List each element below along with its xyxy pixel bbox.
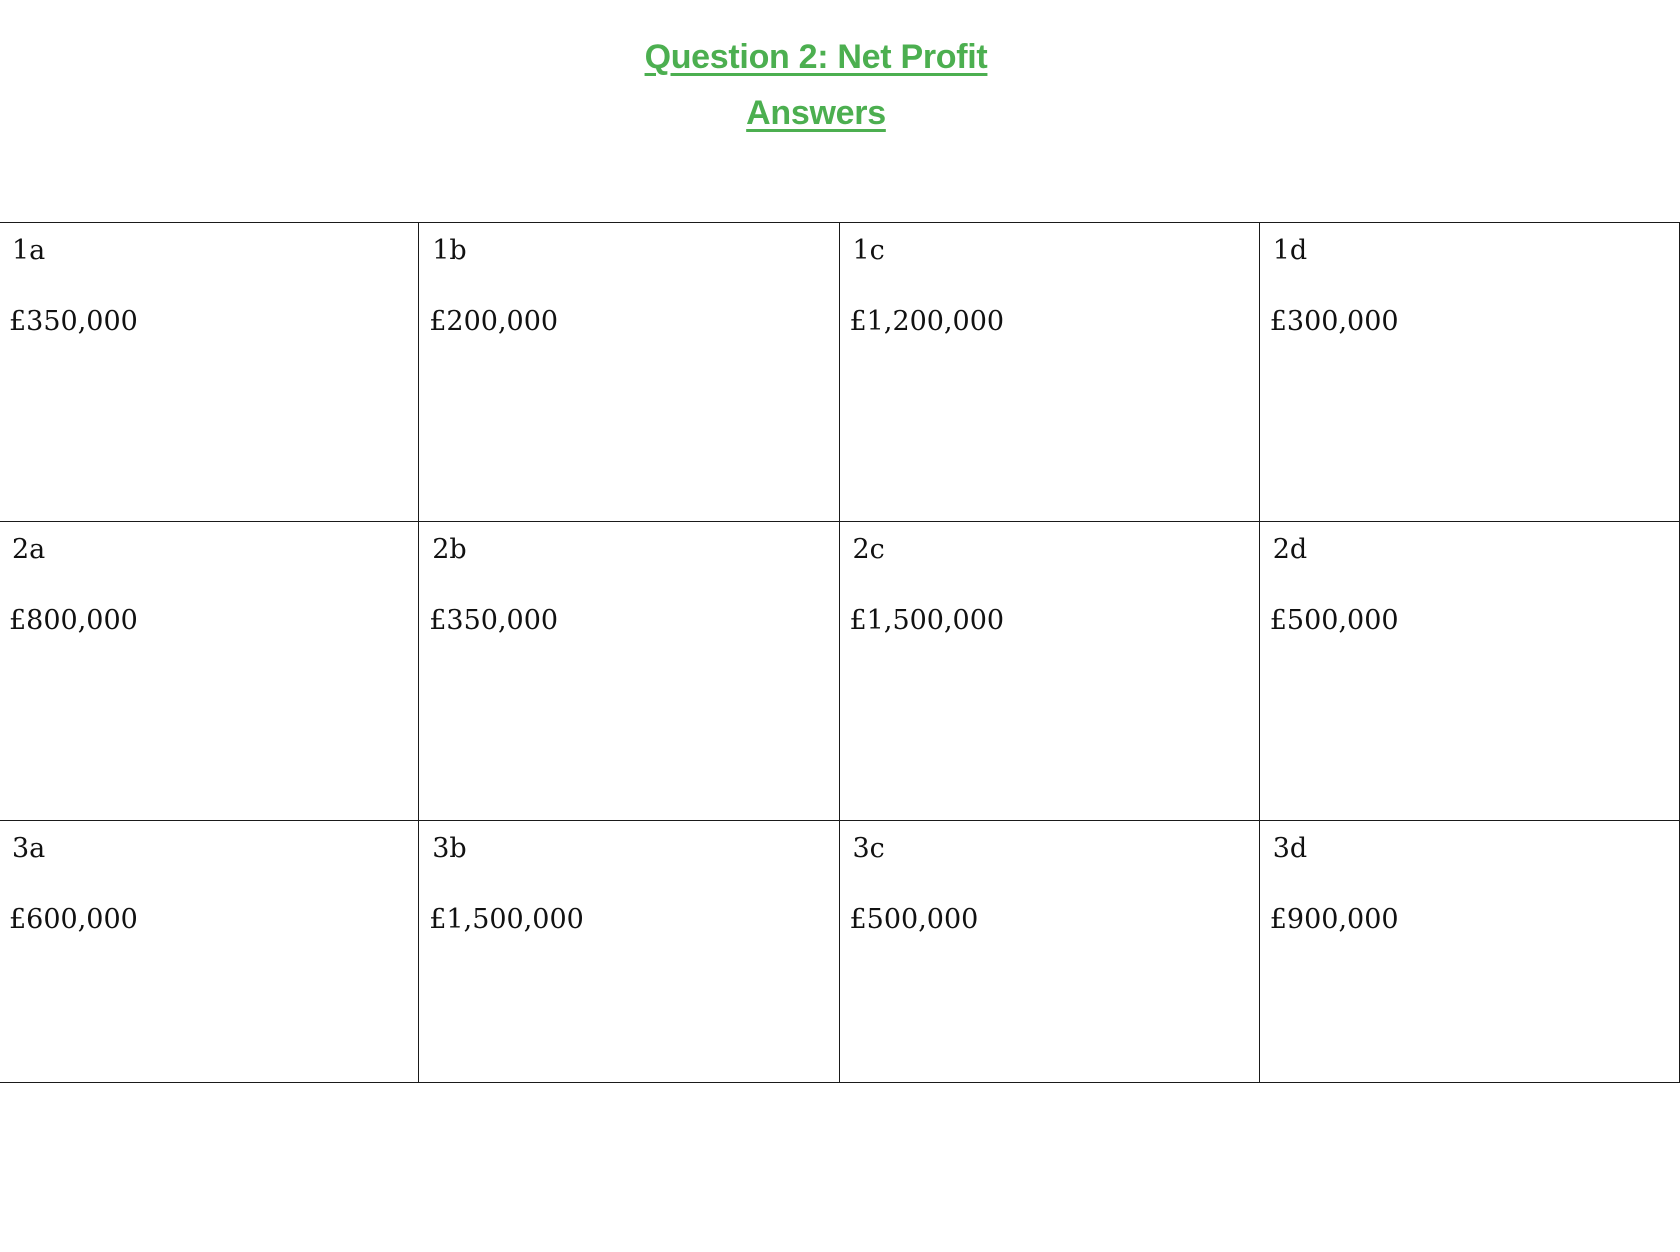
answer-cell	[839, 522, 1259, 821]
table-row	[0, 821, 1680, 1083]
question-label: 1a	[12, 235, 46, 266]
answer-value: £900,000	[1269, 904, 1399, 936]
answer-cell	[839, 821, 1259, 1083]
question-label: 2a	[12, 534, 46, 565]
question-label: 1c	[852, 235, 885, 266]
question-label: 3d	[1272, 833, 1308, 864]
answer-value: £350,000	[9, 306, 138, 338]
answer-value: £1,500,000	[429, 904, 584, 936]
page-title: Question 2: Net Profit	[644, 38, 988, 76]
question-label: 1b	[432, 235, 467, 266]
answer-cell	[419, 223, 839, 522]
answer-cell	[419, 821, 839, 1083]
answer-cell	[1259, 821, 1679, 1083]
question-label: 2d	[1272, 534, 1308, 565]
answer-cell	[839, 223, 1259, 522]
question-label: 3b	[432, 833, 467, 864]
question-label: 2b	[432, 534, 467, 565]
answer-value: £800,000	[9, 605, 138, 637]
question-label: 3c	[852, 833, 885, 864]
answer-cell	[0, 522, 419, 821]
table-row	[0, 223, 1680, 522]
answer-value: £500,000	[1269, 605, 1399, 637]
answer-cell	[1259, 522, 1679, 821]
answer-cell	[0, 821, 419, 1083]
question-label: 1d	[1272, 235, 1308, 266]
answer-value: £600,000	[9, 904, 138, 936]
question-label: 3a	[12, 833, 46, 864]
answer-value: £300,000	[1269, 306, 1399, 338]
answers-table	[0, 222, 1680, 1083]
answer-value: £350,000	[429, 605, 559, 637]
page-subtitle: Answers	[746, 94, 886, 132]
table-row	[0, 522, 1680, 821]
answer-value: £1,200,000	[849, 306, 1005, 338]
answer-value: £200,000	[429, 306, 559, 338]
answer-value: £1,500,000	[849, 605, 1005, 637]
answer-cell	[419, 522, 839, 821]
answer-cell	[0, 223, 419, 522]
answer-cell	[1259, 223, 1679, 522]
answer-value: £500,000	[849, 904, 979, 936]
question-label: 2c	[852, 534, 885, 565]
